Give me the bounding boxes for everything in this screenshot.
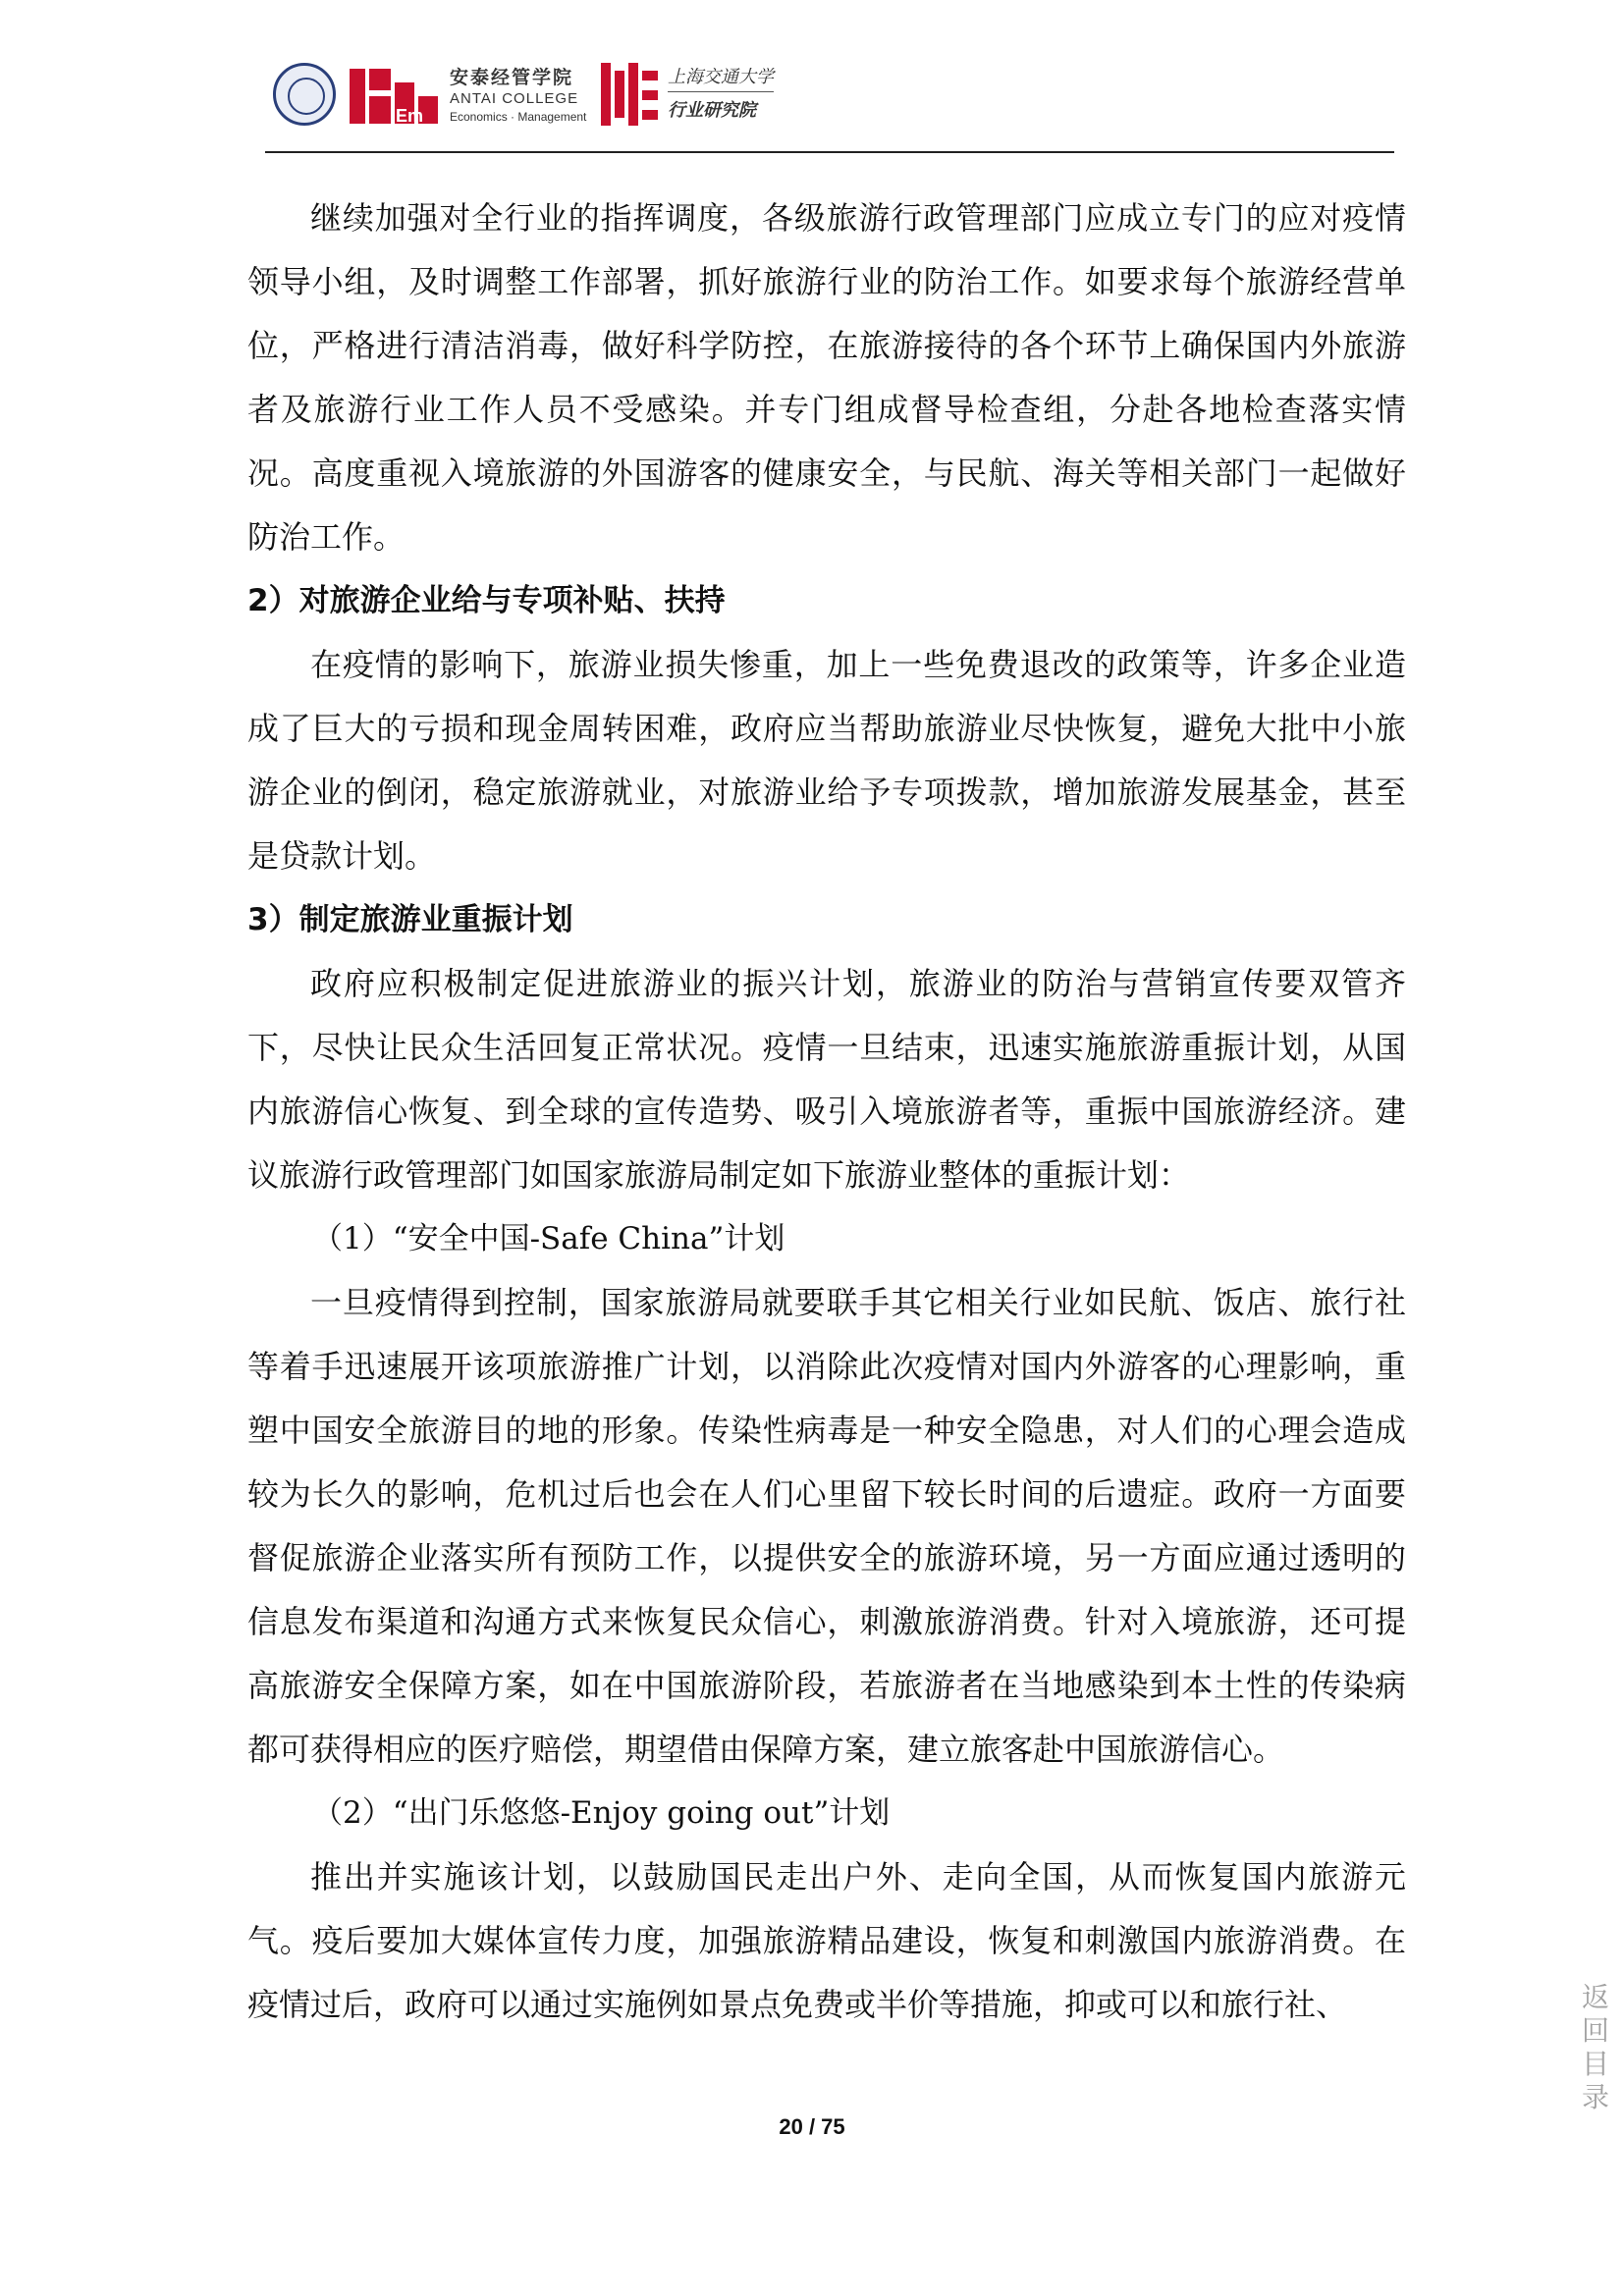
sjtu-seal-icon [273,63,336,126]
heading-enjoy-going-out: （2）“出门乐悠悠-Enjoy going out”计划 [312,1795,891,1831]
paragraph-safe-china: 一旦疫情得到控制，国家旅游局就要联手其它相关行业如民航、饭店、旅行社等着手迅速展开该项旅游推广计划，以消除此次疫情对国内外游客的心理影响，重塑中国安全旅游目的地的形象。传染性病毒是一种安全隐患，对人们的心理会造成较为长久的影响，危机过后也会在人们心里留下较长时间的后遗症。政府一方面要督促旅游企业落实所有预防工作，以提供安全的旅游环境，另一方面应通过透明的信息发布渠道和沟通方式来恢复民众信心，刺激旅游消费。针对入境旅游，还可提高旅游安全保障方案，如在中国旅游阶段，若旅游者在当地感染到本土性的传染病都可获得相应的医疗赔偿，期望借由保障方案，建立旅客赴中国旅游信心。 [247,1284,1406,1768]
sjtu-mark-icon [601,63,658,126]
paragraph-revival-plan: 政府应积极制定促进旅游业的振兴计划，旅游业的防治与营销宣传要双管齐下，尽快让民众生活回复正常状况。疫情一旦结束，迅速实施旅游重振计划，从国内旅游信心恢复、到全球的宣传造势、吸引入境旅游者等，重振中国旅游经济。建议旅游行政管理部门如国家旅游局制定如下旅游业整体的重振计划： [247,965,1406,1194]
heading-subsidy: 2）对旅游企业给与专项补贴、扶持 [247,583,726,618]
page-header [265,57,1394,153]
institute-name-cn: 行业研究院 [668,100,756,121]
return-to-toc-link[interactable]: 返回目录 [1581,1981,1609,2113]
paragraph-subsidy: 在疫情的影响下，旅游业损失惨重，加上一些免费退改的政策等，许多企业造成了巨大的亏损和现金周转困难，政府应当帮助旅游业尽快恢复，避免大批中小旅游企业的倒闭，稳定旅游就业，对旅游业给予专项拨款，增加旅游发展基金，甚至是贷款计划。 [247,646,1406,875]
heading-revival-plan: 3）制定旅游业重振计划 [247,902,573,937]
antai-subtitle-en: Economics · Management [450,110,587,124]
document-body [247,187,1406,2037]
antai-name-cn: 安泰经管学院 [450,67,574,88]
paragraph-command: 继续加强对全行业的指挥调度，各级旅游行政管理部门应成立专门的应对疫情领导小组，及时调整工作部署，抓好旅游行业的防治工作。如要求每个旅游经营单位，严格进行清洁消毒，做好科学防控，在旅游接待的各个环节上确保国内外旅游者及旅游行业工作人员不受感染。并专门组成督导检查组，分赴各地检查落实情况。高度重视入境旅游的外国游客的健康安全，与民航、海关等相关部门一起做好防治工作。 [247,199,1406,556]
svg-text:Em: Em [396,106,424,126]
page-number: 20 / 75 [779,2114,845,2139]
sjtu-name-cn: 上海交通大学 [668,63,774,92]
paragraph-enjoy-going-out: 推出并实施该计划，以鼓励国民走出户外、走向全国，从而恢复国内旅游元气。疫后要加大媒体宣传力度，加强旅游精品建设，恢复和刺激国内旅游消费。在疫情过后，政府可以通过实施例如景点免费或半价等措施，抑或可以和旅行社、 [247,1858,1406,2023]
antai-name-en: ANTAI COLLEGE [450,90,579,107]
heading-safe-china: （1）“安全中国-Safe China”计划 [312,1221,785,1256]
acem-logo-icon [350,63,438,128]
